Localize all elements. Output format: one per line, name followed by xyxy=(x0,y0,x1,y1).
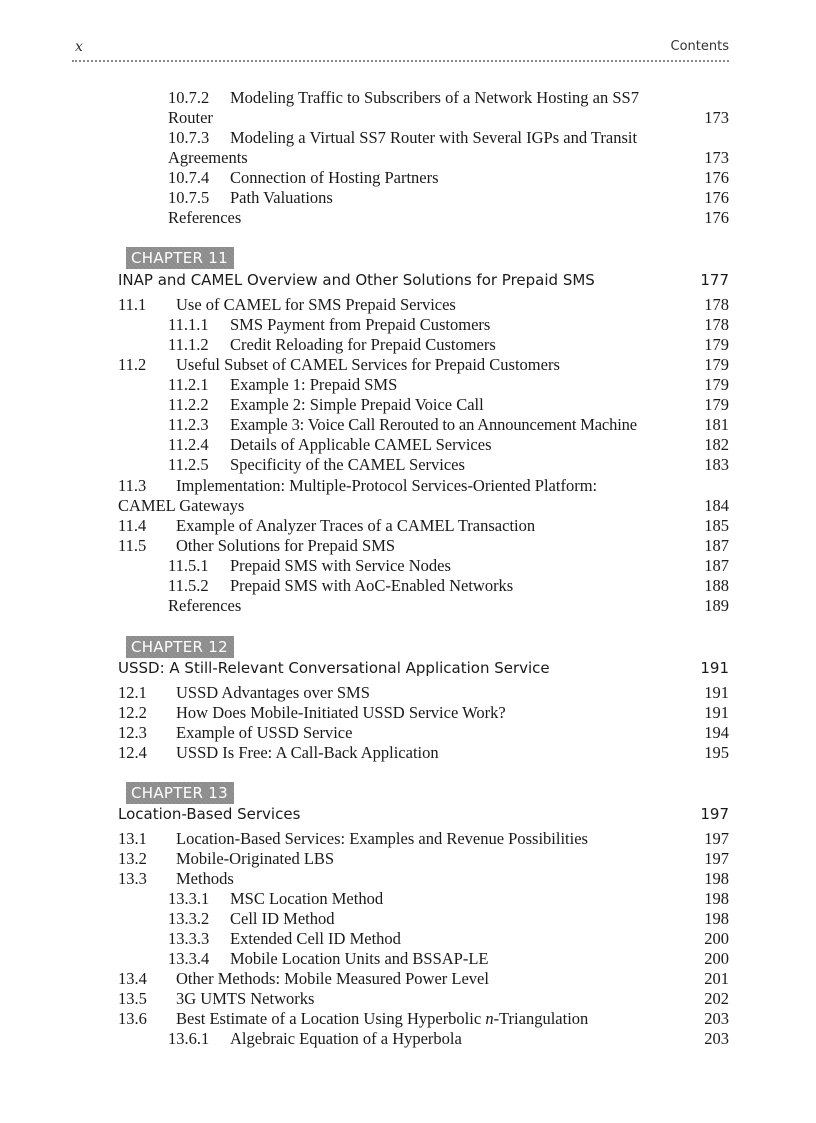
toc-entry[interactable] xyxy=(118,1029,729,1049)
entry-page: 183 xyxy=(704,455,729,474)
entry-page: 188 xyxy=(704,576,729,595)
entry-number: 13.6 xyxy=(118,1009,147,1028)
toc-entry[interactable] xyxy=(118,335,729,355)
entry-number: 11.3 xyxy=(118,476,147,495)
entry-page: 173 xyxy=(704,148,729,167)
entry-page: 178 xyxy=(704,315,729,334)
entry-number: 13.6.1 xyxy=(168,1029,210,1048)
chapter-page: 197 xyxy=(700,805,729,823)
entry-number: 11.2.2 xyxy=(168,395,209,414)
entry-title: USSD Is Free: A Call-Back Application xyxy=(176,743,439,762)
entry-number: 10.7.5 xyxy=(168,188,210,207)
toc-entry[interactable] xyxy=(118,829,729,849)
entry-number: 12.1 xyxy=(118,683,147,702)
chapter-title: Location-Based Services xyxy=(118,805,301,823)
toc-entry[interactable] xyxy=(118,375,729,395)
entry-page: 198 xyxy=(704,889,729,908)
entry-title: Path Valuations xyxy=(230,188,333,207)
entry-page: 179 xyxy=(704,355,729,374)
entry-title: Mobile-Originated LBS xyxy=(176,849,335,868)
entry-number: 11.2 xyxy=(118,355,147,374)
entry-title: Useful Subset of CAMEL Services for Prepaid Customers xyxy=(176,355,560,374)
toc-entry-continuation[interactable] xyxy=(118,496,729,516)
entry-title: How Does Mobile-Initiated USSD Service Work? xyxy=(176,703,506,722)
chapter-page: 177 xyxy=(700,271,729,289)
entry-title-cont: CAMEL Gateways xyxy=(118,496,245,515)
entry-page: 181 xyxy=(704,415,729,434)
entry-number: 11.2.3 xyxy=(168,415,209,434)
toc-entry[interactable] xyxy=(118,88,729,108)
entry-title: Implementation: Multiple-Protocol Services-Oriented Platform: xyxy=(176,476,598,495)
entry-page: 191 xyxy=(704,683,729,702)
entry-title: USSD Advantages over SMS xyxy=(176,683,370,702)
toc-entry[interactable] xyxy=(118,536,729,556)
chapter-badge: CHAPTER 11 xyxy=(126,247,234,269)
entry-number: 13.3 xyxy=(118,869,147,888)
entry-number: 12.2 xyxy=(118,703,147,722)
entry-number: 12.4 xyxy=(118,743,147,762)
toc-entry[interactable] xyxy=(118,909,729,929)
entry-title-cont: Router xyxy=(168,108,213,127)
entry-title: References xyxy=(168,208,242,227)
chapter-badge: CHAPTER 12 xyxy=(126,636,234,658)
entry-title: Details of Applicable CAMEL Services xyxy=(230,435,492,454)
toc-entry[interactable] xyxy=(118,295,729,315)
toc-entry[interactable] xyxy=(118,168,729,188)
entry-title: Cell ID Method xyxy=(230,909,335,928)
toc-entry[interactable] xyxy=(118,723,729,743)
entry-page: 176 xyxy=(704,168,729,187)
entry-title: 3G UMTS Networks xyxy=(176,989,315,1008)
toc-entry[interactable] xyxy=(118,128,729,148)
toc-entry[interactable] xyxy=(118,476,729,496)
entry-title: MSC Location Method xyxy=(230,889,384,908)
entry-page: 179 xyxy=(704,395,729,414)
entry-page: 176 xyxy=(704,208,729,227)
entry-number: 13.3.1 xyxy=(168,889,210,908)
entry-title: Best Estimate of a Location Using Hyperbolic n-Triangulation xyxy=(176,1009,589,1028)
entry-number: 11.1.2 xyxy=(168,335,209,354)
entry-number: 11.1 xyxy=(118,295,147,314)
entry-number: 10.7.2 xyxy=(168,88,210,107)
entry-number: 13.4 xyxy=(118,969,147,988)
toc-entry[interactable] xyxy=(118,315,729,335)
entry-page: 173 xyxy=(704,108,729,127)
entry-title: Location-Based Services: Examples and Revenue Possibilities xyxy=(176,829,588,848)
toc-entry[interactable] xyxy=(118,743,729,763)
entry-number: 13.5 xyxy=(118,989,147,1008)
toc-entry[interactable] xyxy=(118,516,729,536)
entry-title: Other Methods: Mobile Measured Power Level xyxy=(176,969,489,988)
entry-title: Prepaid SMS with Service Nodes xyxy=(230,556,451,575)
entry-number: 11.2.4 xyxy=(168,435,209,454)
entry-page: 200 xyxy=(704,929,729,948)
entry-page: 203 xyxy=(704,1029,729,1048)
toc-entry[interactable] xyxy=(118,683,729,703)
toc-entry[interactable] xyxy=(118,869,729,889)
toc-entry-references[interactable] xyxy=(118,596,729,616)
entry-title: Use of CAMEL for SMS Prepaid Services xyxy=(176,295,456,314)
entry-page: 179 xyxy=(704,335,729,354)
entry-title: Modeling Traffic to Subscribers of a Network Hosting an SS7 xyxy=(230,88,639,107)
entry-page: 198 xyxy=(704,869,729,888)
entry-title: Connection of Hosting Partners xyxy=(230,168,439,187)
entry-number: 11.5 xyxy=(118,536,147,555)
entry-title: Other Solutions for Prepaid SMS xyxy=(176,536,396,555)
entry-page: 197 xyxy=(704,829,729,848)
entry-title: Methods xyxy=(176,869,234,888)
toc-entry[interactable] xyxy=(118,703,729,723)
entry-number: 11.4 xyxy=(118,516,147,535)
toc-entry[interactable] xyxy=(118,395,729,415)
entry-title: Extended Cell ID Method xyxy=(230,929,401,948)
entry-page: 194 xyxy=(704,723,729,742)
chapter-title-row[interactable] xyxy=(118,657,729,679)
toc-entry[interactable] xyxy=(118,989,729,1009)
entry-page: 187 xyxy=(704,536,729,555)
entry-title: Credit Reloading for Prepaid Customers xyxy=(230,335,496,354)
entry-title: Example 1: Prepaid SMS xyxy=(230,375,398,394)
entry-page: 200 xyxy=(704,949,729,968)
toc-entry-references[interactable] xyxy=(118,208,729,228)
entry-number: 10.7.3 xyxy=(168,128,210,147)
entry-page: 202 xyxy=(704,989,729,1008)
chapter-title: INAP and CAMEL Overview and Other Solutions for Prepaid SMS xyxy=(118,271,595,289)
entry-page: 176 xyxy=(704,188,729,207)
entry-page: 198 xyxy=(704,909,729,928)
entry-title: Example 2: Simple Prepaid Voice Call xyxy=(230,395,484,414)
entry-title: Specificity of the CAMEL Services xyxy=(230,455,465,474)
toc-entry[interactable] xyxy=(118,929,729,949)
toc-entry[interactable] xyxy=(118,355,729,375)
toc-entry-continuation[interactable] xyxy=(118,148,729,168)
running-title: Contents xyxy=(670,39,729,54)
entry-page: 178 xyxy=(704,295,729,314)
entry-page: 201 xyxy=(704,969,729,988)
chapter-title-row[interactable] xyxy=(118,269,729,291)
entry-number: 11.2.5 xyxy=(168,455,209,474)
entry-number: 11.1.1 xyxy=(168,315,209,334)
entry-title: Example of USSD Service xyxy=(176,723,353,742)
entry-title: References xyxy=(168,596,242,615)
toc-entry[interactable] xyxy=(118,415,729,435)
entry-title: Prepaid SMS with AoC-Enabled Networks xyxy=(230,576,514,595)
entry-title: Algebraic Equation of a Hyperbola xyxy=(230,1029,462,1048)
entry-page: 195 xyxy=(704,743,729,762)
entry-page: 185 xyxy=(704,516,729,535)
toc-entry[interactable] xyxy=(118,188,729,208)
entry-page: 184 xyxy=(704,496,729,515)
entry-number: 11.5.1 xyxy=(168,556,209,575)
entry-page: 191 xyxy=(704,703,729,722)
entry-page: 182 xyxy=(704,435,729,454)
entry-number: 13.2 xyxy=(118,849,147,868)
toc-entry[interactable] xyxy=(118,1009,729,1029)
entry-number: 13.1 xyxy=(118,829,147,848)
toc-entry[interactable] xyxy=(118,435,729,455)
toc-entry[interactable] xyxy=(118,889,729,909)
entry-page: 189 xyxy=(704,596,729,615)
entry-title-cont: Agreements xyxy=(168,148,248,167)
entry-title: Modeling a Virtual SS7 Router with Several IGPs and Transit xyxy=(230,128,638,147)
toc-entry[interactable] xyxy=(118,849,729,869)
entry-page: 203 xyxy=(704,1009,729,1028)
toc-entry[interactable] xyxy=(118,455,729,475)
entry-title: Mobile Location Units and BSSAP-LE xyxy=(230,949,489,968)
entry-number: 13.3.3 xyxy=(168,929,210,948)
toc-entry[interactable] xyxy=(118,949,729,969)
chapter-page: 191 xyxy=(700,659,729,677)
entry-number: 11.2.1 xyxy=(168,375,209,394)
entry-number: 13.3.4 xyxy=(168,949,210,968)
toc-entry[interactable] xyxy=(118,556,729,576)
entry-page: 179 xyxy=(704,375,729,394)
entry-page: 197 xyxy=(704,849,729,868)
entry-title: Example 3: Voice Call Rerouted to an Announcement Machine xyxy=(230,415,637,434)
chapter-title: USSD: A Still-Relevant Conversational Application Service xyxy=(118,659,550,677)
chapter-badge: CHAPTER 13 xyxy=(126,782,234,804)
entry-title: SMS Payment from Prepaid Customers xyxy=(230,315,491,334)
entry-title: Example of Analyzer Traces of a CAMEL Transaction xyxy=(176,516,536,535)
entry-number: 11.5.2 xyxy=(168,576,209,595)
entry-page: 187 xyxy=(704,556,729,575)
toc-entry[interactable] xyxy=(118,969,729,989)
chapter-title-row[interactable] xyxy=(118,803,729,825)
toc-entry-continuation[interactable] xyxy=(118,108,729,128)
page-number: x xyxy=(75,39,83,55)
running-header xyxy=(72,38,729,62)
entry-number: 13.3.2 xyxy=(168,909,210,928)
toc-entry[interactable] xyxy=(118,576,729,596)
entry-number: 10.7.4 xyxy=(168,168,210,187)
entry-number: 12.3 xyxy=(118,723,147,742)
